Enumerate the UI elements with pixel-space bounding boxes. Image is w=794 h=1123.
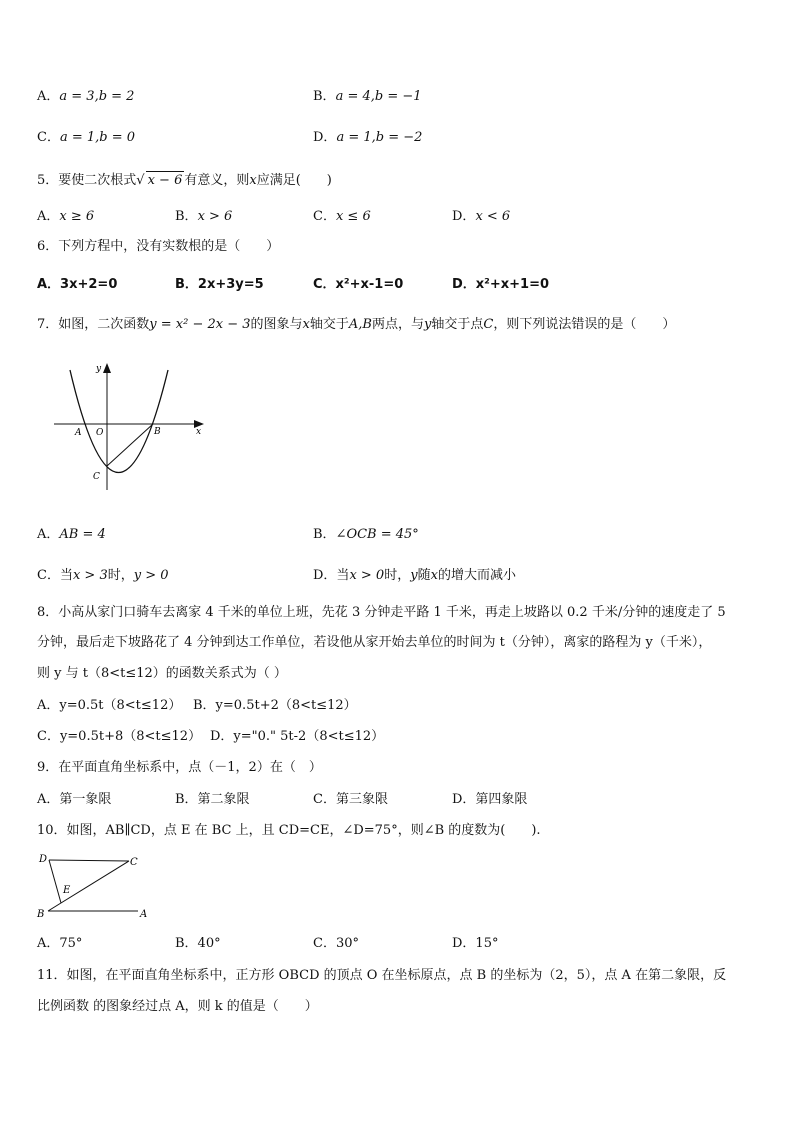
q8-option-d: D．y="0." 5t-2（8<t≤12） [210,729,385,744]
option-label: C． [37,130,60,145]
label-o: O [96,428,104,438]
label-b: B [154,427,161,437]
sqrt-symbol: √ [136,173,145,188]
option-text: 时， [107,568,134,583]
option-label: B． [313,527,336,542]
label-a: A [75,428,82,438]
q9-option-a: A．第一象限 [37,792,112,807]
q6-option-b [175,276,264,294]
option-text: 时， [384,568,411,583]
option-label: B． [175,209,198,224]
q7-option-a [37,526,106,544]
q6-option-c [313,276,403,294]
option-math: a = 1,b = −2 [336,130,423,145]
q5-option-d [452,208,510,226]
q7-ab: A,B [348,317,372,332]
q8-stem-line1: 8．小高从家门口骑车去离家 4 千米的单位上班，先花 3 分钟走平路 1 千米，再走上坡路以 0.2 千米/分钟的速度走了 5 [37,605,726,620]
segment-dc [49,860,129,861]
q5-radicand: x − 6 [147,173,183,188]
q7-option-d [313,567,516,585]
option-math: y > 0 [133,568,169,583]
parabola-curve [70,370,168,473]
q7-option-b [313,526,419,544]
q5-option-a [37,208,94,226]
q7-stem-end: ，则下列说法错误的是（ ） [493,317,676,332]
q10-stem: 10．如图，AB∥CD，点 E 在 BC 上，且 CD=CE，∠D=75°，则∠B 的度数为( ). [37,823,541,838]
option-math: AB = 4 [59,527,106,542]
q7-c: C [483,317,494,332]
q10-geometry-figure [34,850,159,922]
q7-function: y = x² − 2x − 3 [149,317,251,332]
option-math: x > 6 [197,209,233,224]
q8-option-b: B．y=0.5t+2（8<t≤12） [193,698,357,713]
q7-stem [37,316,675,334]
q7-stem-mid3: 两点，与 [371,317,424,332]
q8-stem-line2: 分钟，最后走下坡路花了 4 分钟到达工作单位，若设他从家开始去单位的时间为 t（分钟），离家的路程为 y（千米）， [37,635,712,650]
q8-option-a: A．y=0.5t（8<t≤12） [37,698,182,713]
q8-stem-line3: 则 y 与 t（8<t≤12）的函数关系式为（ ） [37,666,287,681]
q9-option-c: C．第三象限 [313,792,388,807]
q5-stem [37,171,332,190]
q7-y: y [423,317,432,332]
q10-option-d: D．15° [452,936,499,951]
segment-bc [107,424,153,466]
option-math: ∠OCB = 45° [335,527,419,542]
label-y: y [96,364,102,374]
q10-option-c: C．30° [313,936,359,951]
option-math: a = 3,b = 2 [59,89,135,104]
q9-option-b: B．第二象限 [175,792,250,807]
q4-option-a [37,88,134,106]
q4-option-c [37,129,135,147]
label-e: E [63,885,71,896]
q6-stem: 6．下列方程中，没有实数根的是（ ） [37,239,280,254]
q11-stem-line1: 11．如图，在平面直角坐标系中，正方形 OBCD 的顶点 O 在坐标原点，点 B 的坐标为（2，5），点 A 在第二象限，反 [37,968,727,983]
q7-stem-prefix: 7．如图，二次函数 [37,317,150,332]
label-b: B [37,909,45,920]
label-c: C [130,857,138,868]
option-text: C．x²+x-1=0 [313,277,404,292]
q11-stem-line2: 比例函数 的图象经过点 A，则 k 的值是（ ） [37,999,318,1014]
q7-stem-mid1: 的图象与 [250,317,303,332]
q7-stem-mid4: 轴交于点 [431,317,484,332]
option-label: A． [37,89,60,104]
q10-option-a: A．75° [37,936,83,951]
q5-option-c [313,208,371,226]
option-math: y [410,568,418,583]
q4-option-d [313,129,422,147]
option-text: B．2x+3y=5 [175,277,264,292]
q5-stem-suffix: 有意义，则 [184,173,250,188]
option-math: x > 3 [72,568,108,583]
label-c: C [93,472,100,482]
q5-stem-end: 应满足( ) [256,173,332,188]
q10-option-b: B．40° [175,936,221,951]
option-math: a = 4,b = −1 [335,89,422,104]
option-label: D．当 [313,568,350,583]
q7-x: x [302,317,310,332]
option-label: A． [37,209,60,224]
y-axis-arrow [103,363,111,373]
option-label: D． [313,130,337,145]
option-math: x ≤ 6 [335,209,371,224]
option-math: a = 1,b = 0 [59,130,136,145]
option-text: D．x²+x+1=0 [452,277,550,292]
q9-stem: 9．在平面直角坐标系中，点（－1，2）在（ ） [37,760,322,775]
segment-de [49,860,61,903]
q5-stem-prefix: 5．要使二次根式 [37,173,137,188]
segment-bc [48,861,129,911]
label-d: D [39,854,48,865]
option-label: D． [452,209,476,224]
option-math: x ≥ 6 [59,209,95,224]
option-label: A． [37,527,60,542]
q4-option-b [313,88,422,106]
option-text: 的增大而减小 [437,568,516,583]
option-math: x > 0 [349,568,385,583]
q9-option-d: D．第四象限 [452,792,528,807]
label-a: A [140,909,148,920]
q7-option-c [37,567,169,585]
option-text: A．3x+2=0 [37,277,118,292]
option-label: C．当 [37,568,73,583]
q8-option-c: C．y=0.5t+8（8<t≤12） [37,729,202,744]
q6-option-a [37,276,117,294]
option-label: C． [313,209,336,224]
option-math: x [430,568,438,583]
option-label: B． [313,89,336,104]
q5-option-b [175,208,232,226]
option-math: x < 6 [475,209,511,224]
option-text: 随 [417,568,431,583]
q5-var: x [249,173,257,188]
q6-option-d [452,276,549,294]
q7-stem-mid2: 轴交于 [309,317,349,332]
label-x: x [196,427,202,437]
q7-parabola-graph [50,355,210,495]
